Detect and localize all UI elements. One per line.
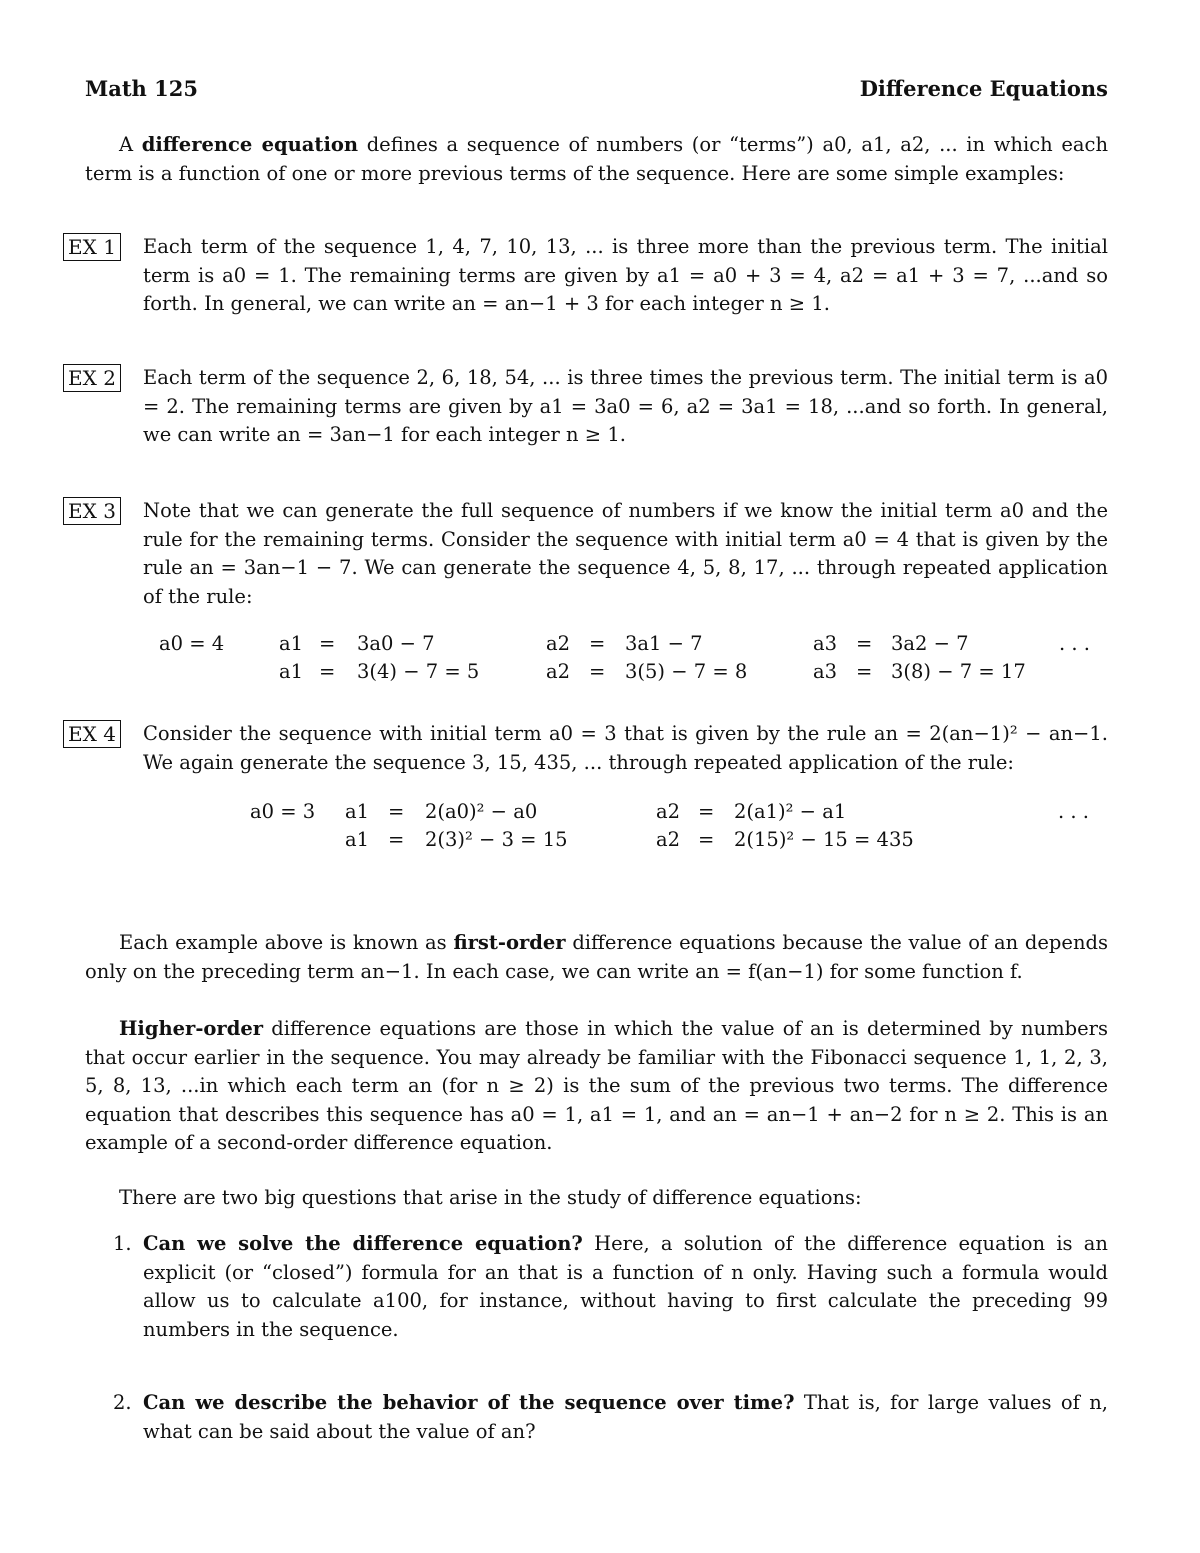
ex4-a1-r1: 2(a0)² − a0 [425,800,538,823]
ex3-a1-lhs-2: a1 [279,660,304,683]
ex4-a1-lhs-2: a1 [345,828,370,851]
ex4-a2-r1: 2(a1)² − a1 [734,800,847,823]
ex3-a1-lhs: a1 [279,632,304,655]
ex3-a1-r1: 3a0 − 7 [357,632,435,655]
ex3-a2-r1: 3a1 − 7 [625,632,703,655]
example-label: EX 4 [63,720,121,748]
intro-text: defines a sequence of numbers (or “terms”) a0, a1, a2, ... in which each term is a function of one or more previous terms of the sequence. Here are some simple examples: [85,133,1109,185]
ex3-eq: = [856,660,873,683]
ex3-a2-lhs-2: a2 [546,660,571,683]
ex4-eq: = [698,800,715,823]
question-body [143,1389,1108,1446]
topic-title: Difference Equations [859,76,1108,101]
question-number: 1. [113,1232,132,1255]
ex3-a1-r2: 3(4) − 7 = 5 [357,660,480,683]
ex4-a2-r2: 2(15)² − 15 = 435 [734,828,914,851]
ex4-dots: . . . [1058,800,1089,823]
ex3-eq: = [319,660,336,683]
ex3-a2-r2: 3(5) − 7 = 8 [625,660,748,683]
example-label: EX 3 [63,497,121,525]
ex3-a3-lhs: a3 [813,632,838,655]
ex3-a3-lhs-2: a3 [813,660,838,683]
first-order-term: first-order [453,931,566,954]
higher-order-text: difference equations are those in which the value of an is determined by numbers that occur earlier in the sequence. You may already be familiar with the Fibonacci sequence 1, 1, 2, 3, 5, 8, 13, ...in which each term an (for n ≥ 2) is the sum of the previous two terms. The difference equation that describes this sequence has a0 = 1, a1 = 1, and an = an−1 + an−2 for n ≥ 2. This is an example of a second-order difference equation. [85,1017,1108,1154]
first-order-paragraph [85,929,1108,986]
ex3-a2-lhs: a2 [546,632,571,655]
intro-term: difference equation [141,133,359,156]
question-text: That is, for large values of n, what can be said about the value of an? [143,1391,1108,1443]
ex4-eq: = [698,828,715,851]
question-text: Here, a solution of the difference equation is an explicit (or “closed”) formula for an that is a function of n only. Having such a formula would allow us to calculate a100, for instance, without having to first calculate the preceding 99 numbers in the sequence. [143,1232,1108,1341]
higher-order-term: Higher-order [119,1017,264,1040]
question-bold: Can we solve the difference equation? [143,1232,583,1255]
questions-intro: There are two big questions that arise in the study of difference equations: [119,1186,862,1209]
example-label: EX 2 [63,364,121,392]
example-text: Consider the sequence with initial term a0 = 3 that is given by the rule an = 2(an−1)² − an−1. We again generate the sequence 3, 15, 435, ... through repeated application of the rule: [143,722,1108,774]
ex3-eq: = [589,632,606,655]
ex3-dots: . . . [1059,632,1090,655]
ex3-equations [159,630,1109,690]
ex4-a1-r2: 2(3)² − 3 = 15 [425,828,568,851]
ex4-a1-lhs: a1 [345,800,370,823]
ex4-a2-lhs: a2 [656,800,681,823]
example-text: Each term of the sequence 2, 6, 18, 54, ... is three times the previous term. The initial term is a0 = 2. The remaining terms are given by a1 = 3a0 = 6, a2 = 3a1 = 18, ...and so forth. In general, we can write an = 3an−1 for each integer n ≥ 1. [143,366,1108,446]
example-label: EX 1 [63,233,121,261]
question-number: 2. [113,1391,132,1414]
course-title: Math 125 [85,76,198,101]
ex3-a3-r1: 3a2 − 7 [891,632,969,655]
question-bold: Can we describe the behavior of the sequence over time? [143,1391,795,1414]
ex4-eq: = [388,800,405,823]
example-text: Each term of the sequence 1, 4, 7, 10, 13, ... is three more than the previous term. The initial term is a0 = 1. The remaining terms are given by a1 = a0 + 3 = 4, a2 = a1 + 3 = 7, ...and so forth. In general, we can write an = an−1 + 3 for each integer n ≥ 1. [143,235,1108,315]
first-order-lead: Each example above is known as [119,931,447,954]
ex3-initial: a0 = 4 [159,632,225,655]
intro-lead: A [119,133,134,156]
first-order-text: difference equations because the value of an depends only on the preceding term an−1. In each case, we can write an = f(an−1) for some function f. [85,931,1109,983]
intro-paragraph [85,131,1108,188]
ex4-a2-lhs-2: a2 [656,828,681,851]
ex4-eq: = [388,828,405,851]
question-body [143,1230,1108,1344]
ex3-eq: = [589,660,606,683]
higher-order-paragraph [85,1015,1108,1158]
ex3-eq: = [319,632,336,655]
example-text: Note that we can generate the full sequence of numbers if we know the initial term a0 and the rule for the remaining terms. Consider the sequence with initial term a0 = 4 that is given by the rule an = 3an−1 − 7. We can generate the sequence 4, 5, 8, 17, ... through repeated application of the rule: [143,499,1108,608]
ex3-a3-r2: 3(8) − 7 = 17 [891,660,1026,683]
ex4-initial: a0 = 3 [250,800,316,823]
ex4-equations [250,798,1110,858]
ex3-eq: = [856,632,873,655]
